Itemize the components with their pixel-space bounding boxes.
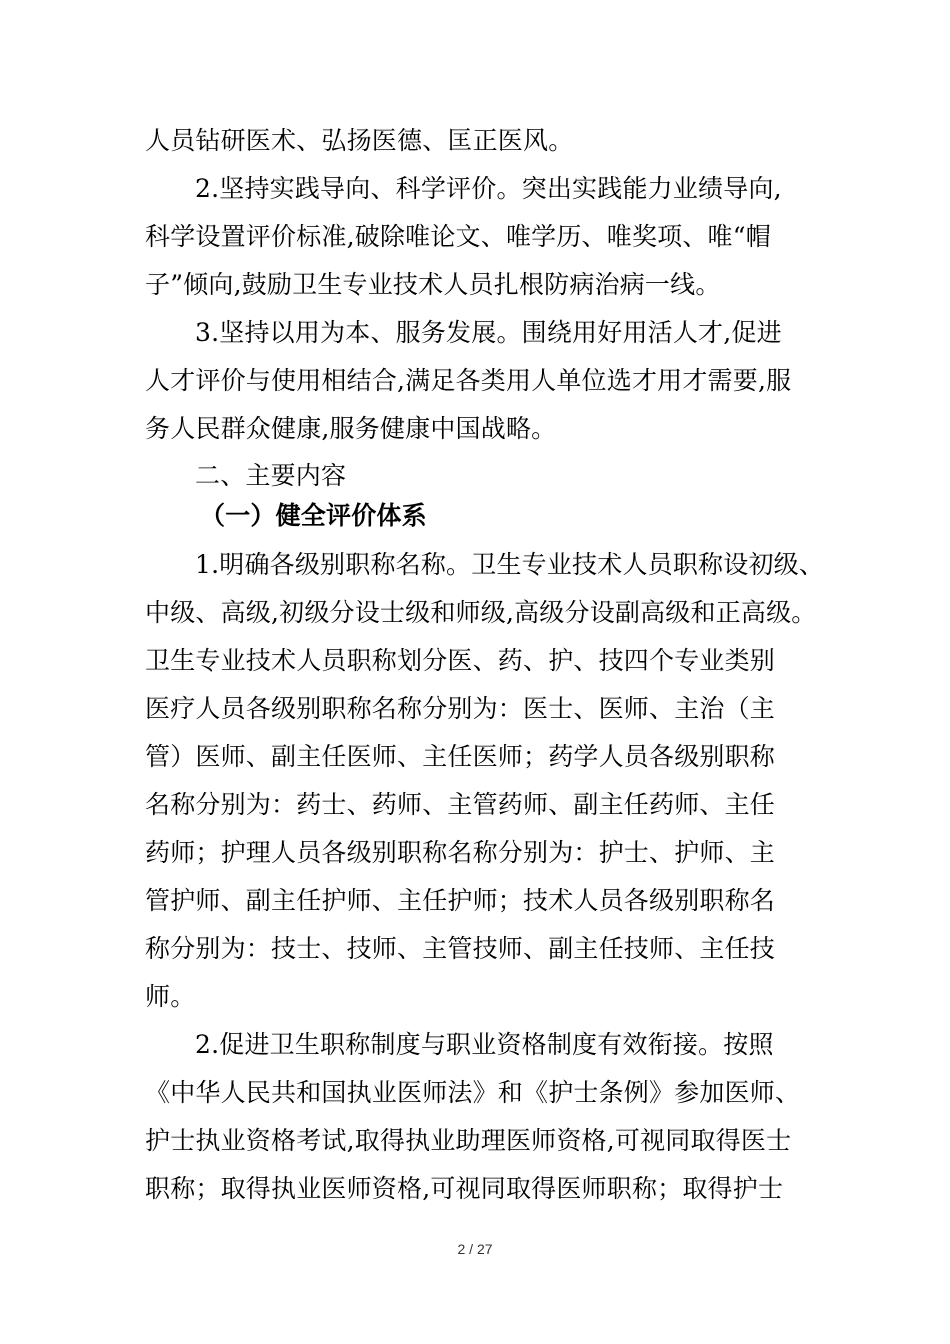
text-line-14: 管）医师、副主任医师、主任医师；药学人员各级别职称 — [145, 742, 776, 771]
text-line-16: 药师；护理人员各级别职称名称分别为：护士、护师、主 — [145, 838, 776, 867]
text-line-4: 子”倾向,鼓励卫生专业技术人员扎根防病治病一线。 — [145, 270, 721, 299]
subsection-heading: （一）健全评价体系 — [200, 501, 427, 530]
text-line-1: 人员钻研医术、弘扬医德、匡正医风。 — [145, 126, 574, 155]
text-line-7: 务人民群众健康,服务健康中国战略。 — [145, 414, 557, 443]
page-number: 2 / 27 — [457, 1241, 493, 1257]
text-line-15: 名称分别为：药士、药师、主管药师、副主任药师、主任 — [145, 790, 776, 819]
text-line-22: 护士执业资格考试,取得执业助理医师资格,可视同取得医士 — [145, 1126, 792, 1155]
text-line-3: 科学设置评价标准,破除唯论文、唯学历、唯奖项、唯“帽 — [145, 222, 771, 251]
text-line-2: 2.坚持实践导向、科学评价。突出实践能力业绩导向, — [195, 174, 782, 203]
text-line-13: 医疗人员各级别职称名称分别为：医士、医师、主治（主 — [145, 694, 776, 723]
text-line-11: 中级、高级,初级分设士级和师级,高级分设副高级和正高级。 — [145, 598, 817, 627]
text-line-5: 3.坚持以用为本、服务发展。围绕用好用活人才,促进 — [195, 318, 782, 347]
text-line-12: 卫生专业技术人员职称划分医、药、护、技四个专业类别 — [145, 646, 776, 675]
text-line-19: 师。 — [145, 982, 196, 1011]
text-line-21: 《中华人民共和国执业医师法》和《护士条例》参加医师、 — [145, 1078, 801, 1107]
text-line-23: 职称；取得执业医师资格,可视同取得医师职称；取得护士 — [145, 1174, 784, 1203]
text-line-10: 1.明确各级别职称名称。卫生专业技术人员职称设初级、 — [195, 550, 825, 579]
section-heading: 二、主要内容 — [195, 461, 347, 490]
text-line-17: 管护师、副主任护师、主任护师；技术人员各级别职称名 — [145, 886, 776, 915]
text-line-20: 2.促进卫生职称制度与职业资格制度有效衔接。按照 — [195, 1030, 774, 1059]
text-line-18: 称分别为：技士、技师、主管技师、副主任技师、主任技 — [145, 934, 776, 963]
text-line-6: 人才评价与使用相结合,满足各类用人单位选才用才需要,服 — [145, 366, 792, 395]
